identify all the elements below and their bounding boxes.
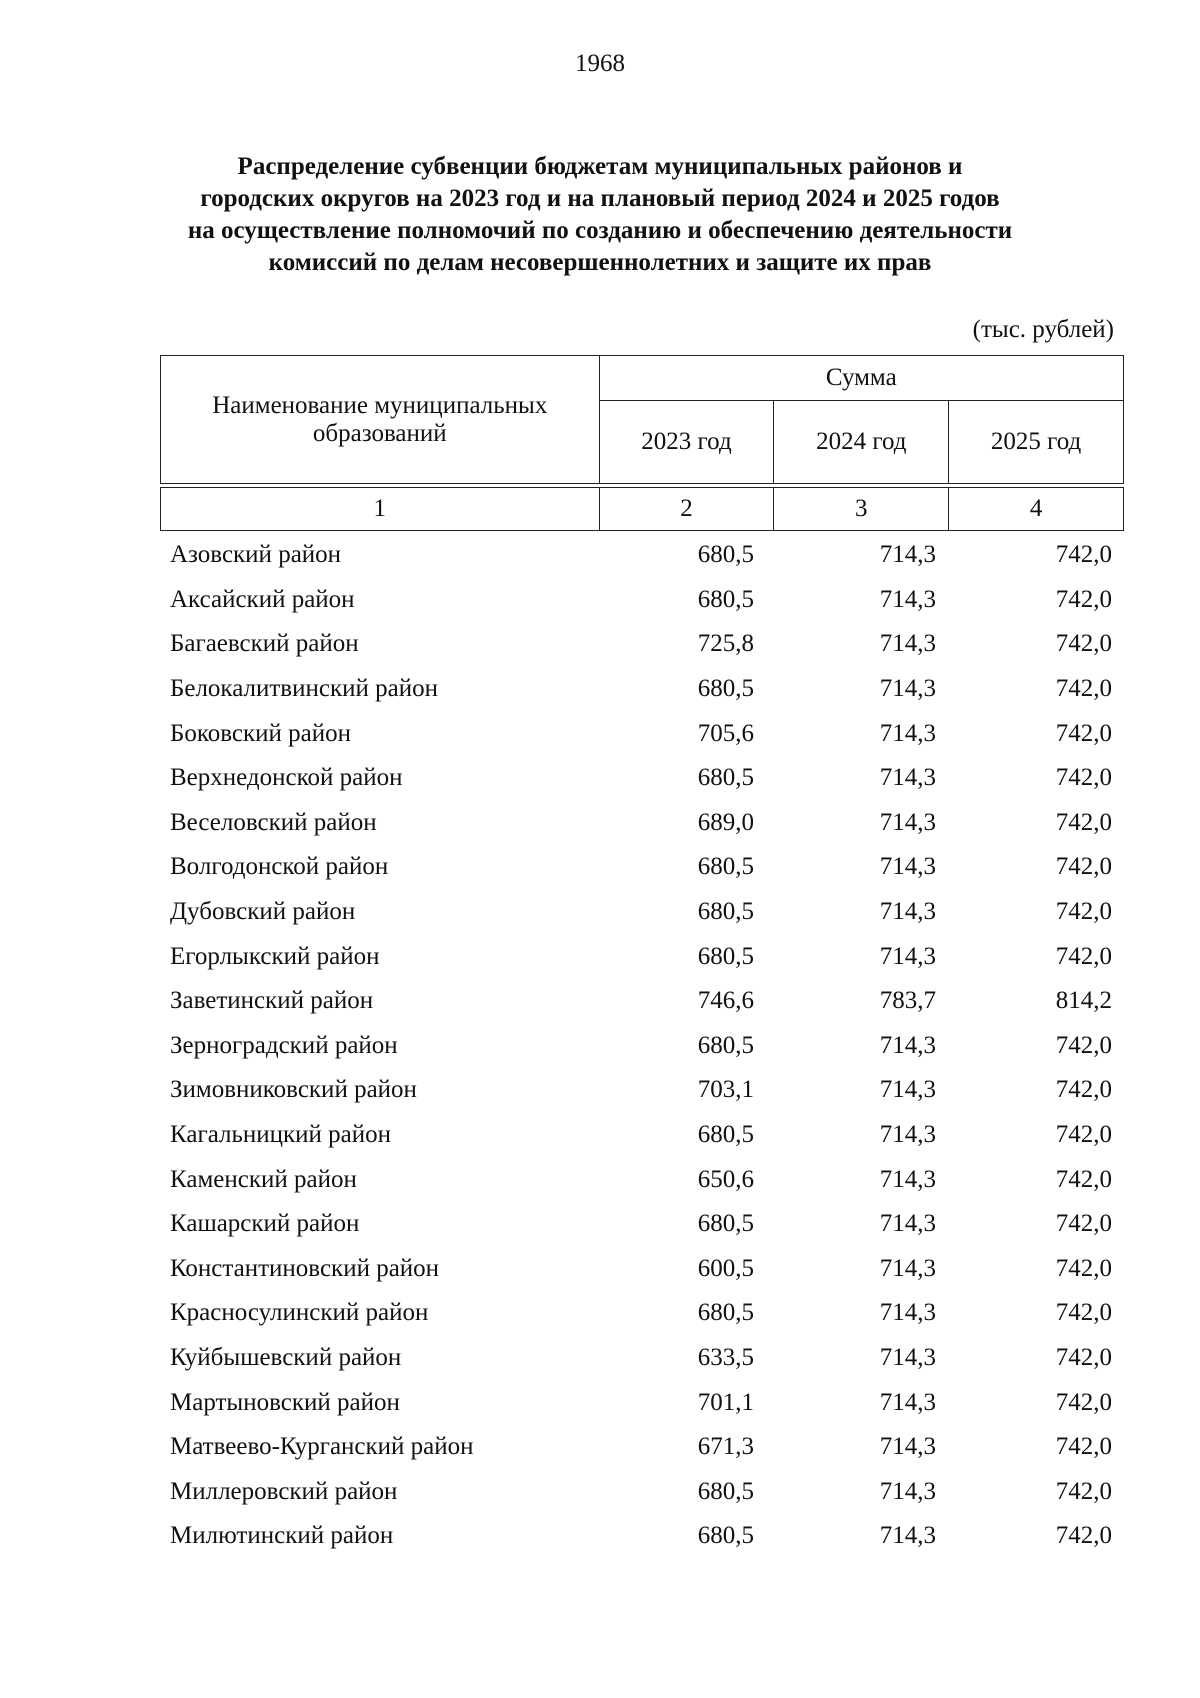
title-line: на осуществление полномочий по созданию и обеспечению деятельности bbox=[187, 217, 1013, 244]
municipality-name: Заветинский район bbox=[170, 987, 374, 1015]
table-row bbox=[160, 890, 1124, 935]
table-body bbox=[160, 533, 1124, 1559]
value-2025: 742,0 bbox=[1055, 808, 1112, 836]
table-row bbox=[160, 979, 1124, 1024]
name-column-header bbox=[161, 356, 600, 484]
table-row bbox=[160, 1157, 1124, 1202]
value-2025: 742,0 bbox=[1055, 1522, 1112, 1550]
units-label: (тыс. рублей) bbox=[972, 316, 1114, 343]
table-row bbox=[160, 1024, 1124, 1069]
value-2024: 714,3 bbox=[879, 1165, 936, 1193]
value-2024: 714,3 bbox=[879, 1477, 936, 1505]
table-row bbox=[160, 1514, 1124, 1559]
value-2023: 680,5 bbox=[697, 1477, 754, 1505]
table-row bbox=[160, 578, 1124, 623]
value-2023: 680,5 bbox=[697, 764, 754, 792]
year-header-2025: 2025 год bbox=[949, 401, 1124, 484]
municipality-name: Веселовский район bbox=[170, 808, 377, 836]
value-2025: 742,0 bbox=[1055, 1121, 1112, 1149]
municipality-name: Зимовниковский район bbox=[170, 1076, 417, 1104]
value-2025: 742,0 bbox=[1055, 1343, 1112, 1371]
value-2025: 742,0 bbox=[1055, 585, 1112, 613]
value-2023: 680,5 bbox=[697, 1210, 754, 1238]
value-2024: 714,3 bbox=[879, 764, 936, 792]
table-row bbox=[160, 845, 1124, 890]
value-2025: 742,0 bbox=[1055, 942, 1112, 970]
value-2023: 703,1 bbox=[697, 1076, 754, 1104]
value-2025: 742,0 bbox=[1055, 1433, 1112, 1461]
title-line: комиссий по делам несовершеннолетних и защите их прав bbox=[268, 249, 932, 276]
table-row bbox=[160, 1202, 1124, 1247]
table-row bbox=[160, 1113, 1124, 1158]
value-2024: 714,3 bbox=[879, 1254, 936, 1282]
value-2024: 714,3 bbox=[879, 1433, 936, 1461]
value-2023: 725,8 bbox=[697, 630, 754, 658]
table-row bbox=[160, 1291, 1124, 1336]
value-2025: 742,0 bbox=[1055, 1388, 1112, 1416]
table-row bbox=[160, 801, 1124, 846]
value-2023: 680,5 bbox=[697, 541, 754, 569]
municipality-name: Егорлыкский район bbox=[170, 942, 380, 970]
value-2024: 714,3 bbox=[879, 1210, 936, 1238]
value-2023: 680,5 bbox=[697, 1299, 754, 1327]
value-2024: 714,3 bbox=[879, 1343, 936, 1371]
value-2024: 714,3 bbox=[879, 1121, 936, 1149]
value-2023: 680,5 bbox=[697, 1121, 754, 1149]
table-header bbox=[160, 355, 1124, 531]
value-2024: 714,3 bbox=[879, 585, 936, 613]
value-2024: 714,3 bbox=[879, 853, 936, 881]
value-2024: 714,3 bbox=[879, 1522, 936, 1550]
value-2023: 689,0 bbox=[697, 808, 754, 836]
municipality-name: Матвеево-Курганский район bbox=[170, 1433, 474, 1461]
column-number-3: 3 bbox=[774, 488, 949, 531]
column-number-1: 1 bbox=[161, 488, 600, 531]
value-2025: 814,2 bbox=[1055, 987, 1112, 1015]
municipality-name: Милютинский район bbox=[170, 1522, 394, 1550]
value-2023: 705,6 bbox=[697, 719, 754, 747]
municipality-name: Зерноградский район bbox=[170, 1031, 398, 1059]
municipality-name: Белокалитвинский район bbox=[170, 675, 438, 703]
value-2023: 680,5 bbox=[697, 1522, 754, 1550]
value-2025: 742,0 bbox=[1055, 719, 1112, 747]
municipality-name: Волгодонской район bbox=[170, 853, 389, 881]
table-row bbox=[160, 622, 1124, 667]
value-2023: 650,6 bbox=[697, 1165, 754, 1193]
table-row bbox=[160, 756, 1124, 801]
value-2025: 742,0 bbox=[1055, 853, 1112, 881]
title-line: городских округов на 2023 год и на плановый период 2024 и 2025 годов bbox=[200, 185, 1000, 212]
value-2023: 671,3 bbox=[697, 1433, 754, 1461]
municipality-name: Дубовский район bbox=[170, 898, 356, 926]
value-2025: 742,0 bbox=[1055, 1076, 1112, 1104]
value-2023: 701,1 bbox=[697, 1388, 754, 1416]
sum-column-header: Сумма bbox=[599, 356, 1123, 401]
table-row bbox=[160, 1336, 1124, 1381]
page-number: 1968 bbox=[575, 50, 625, 77]
value-2024: 714,3 bbox=[879, 1076, 936, 1104]
value-2023: 680,5 bbox=[697, 853, 754, 881]
value-2023: 746,6 bbox=[697, 987, 754, 1015]
municipality-name: Каменский район bbox=[170, 1165, 357, 1193]
value-2025: 742,0 bbox=[1055, 630, 1112, 658]
table-row bbox=[160, 1469, 1124, 1514]
municipality-name: Багаевский район bbox=[170, 630, 359, 658]
municipality-name: Красносулинский район bbox=[170, 1299, 429, 1327]
value-2023: 600,5 bbox=[697, 1254, 754, 1282]
value-2024: 714,3 bbox=[879, 630, 936, 658]
table-row bbox=[160, 1068, 1124, 1113]
value-2023: 680,5 bbox=[697, 585, 754, 613]
value-2023: 633,5 bbox=[697, 1343, 754, 1371]
document-title bbox=[160, 151, 1040, 279]
value-2025: 742,0 bbox=[1055, 675, 1112, 703]
value-2024: 714,3 bbox=[879, 1388, 936, 1416]
municipality-name: Кашарский район bbox=[170, 1210, 360, 1238]
value-2024: 714,3 bbox=[879, 1031, 936, 1059]
value-2023: 680,5 bbox=[697, 898, 754, 926]
municipality-name: Миллеровский район bbox=[170, 1477, 398, 1505]
table-row bbox=[160, 533, 1124, 578]
value-2025: 742,0 bbox=[1055, 898, 1112, 926]
value-2024: 714,3 bbox=[879, 719, 936, 747]
value-2025: 742,0 bbox=[1055, 764, 1112, 792]
table-row bbox=[160, 711, 1124, 756]
table-row bbox=[160, 1380, 1124, 1425]
value-2025: 742,0 bbox=[1055, 1477, 1112, 1505]
value-2025: 742,0 bbox=[1055, 1299, 1112, 1327]
value-2024: 714,3 bbox=[879, 898, 936, 926]
municipality-name: Мартыновский район bbox=[170, 1388, 400, 1416]
table-row bbox=[160, 667, 1124, 712]
year-header-2023: 2023 год bbox=[599, 401, 774, 484]
value-2024: 783,7 bbox=[879, 987, 936, 1015]
name-header-line: Наименование муниципальных bbox=[212, 391, 548, 419]
value-2025: 742,0 bbox=[1055, 541, 1112, 569]
year-header-2024: 2024 год bbox=[774, 401, 949, 484]
value-2025: 742,0 bbox=[1055, 1031, 1112, 1059]
municipality-name: Боковский район bbox=[170, 719, 351, 747]
municipality-name: Куйбышевский район bbox=[170, 1343, 402, 1371]
municipality-name: Кагальницкий район bbox=[170, 1121, 392, 1149]
value-2023: 680,5 bbox=[697, 1031, 754, 1059]
value-2024: 714,3 bbox=[879, 541, 936, 569]
municipality-name: Аксайский район bbox=[170, 585, 355, 613]
municipality-name: Азовский район bbox=[170, 541, 342, 569]
value-2025: 742,0 bbox=[1055, 1254, 1112, 1282]
value-2024: 714,3 bbox=[879, 675, 936, 703]
table-row bbox=[160, 1425, 1124, 1470]
value-2025: 742,0 bbox=[1055, 1165, 1112, 1193]
municipality-name: Верхнедонской район bbox=[170, 764, 403, 792]
value-2023: 680,5 bbox=[697, 675, 754, 703]
value-2024: 714,3 bbox=[879, 808, 936, 836]
value-2024: 714,3 bbox=[879, 942, 936, 970]
title-line: Распределение субвенции бюджетам муниципальных районов и bbox=[237, 153, 963, 180]
value-2023: 680,5 bbox=[697, 942, 754, 970]
name-header-line: образований bbox=[312, 419, 447, 447]
value-2025: 742,0 bbox=[1055, 1210, 1112, 1238]
table-row bbox=[160, 934, 1124, 979]
municipality-name: Константиновский район bbox=[170, 1254, 440, 1282]
table-row bbox=[160, 1247, 1124, 1292]
column-number-4: 4 bbox=[949, 488, 1124, 531]
value-2024: 714,3 bbox=[879, 1299, 936, 1327]
column-number-2: 2 bbox=[599, 488, 774, 531]
